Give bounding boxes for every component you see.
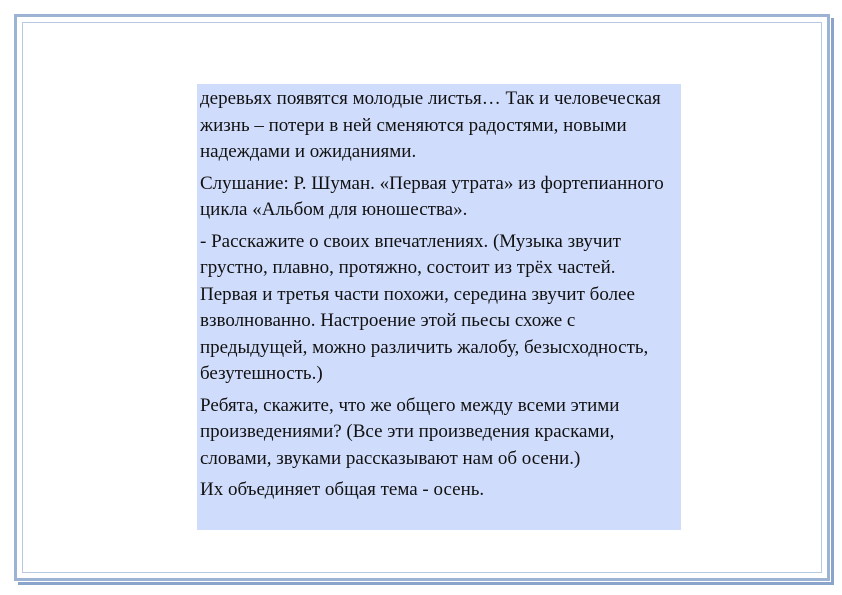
paragraph-impressions: - Расскажите о своих впечатлениях. (Музыка звучит грустно, плавно, протяжно, состоит из трёх частей. Первая и третья части похожи, середина звучит более взволнованно. Настроение этой пьесы схоже с предыдущей, можно различить жалобу, безысходность, безутешность.) [200,230,649,384]
paragraph-question: Ребята, скажите, что же общего между всеми этими произведениями? (Все эти произведения красками, словами, звуками рассказывают нам об осени.) [200,394,620,469]
paragraph-conclusion: Их объединяет общая тема - осень. [200,479,485,500]
paragraph-listening: Слушание: Р. Шуман. «Первая утрата» из фортепианного цикла «Альбом для юношества». [200,172,664,220]
paragraph-autumn-leaves: деревьях появятся молодые листья… Так и человеческая жизнь – потери в ней сменяются радостями, новыми надеждами и ожиданиями. [200,88,661,162]
text-box [197,84,681,530]
